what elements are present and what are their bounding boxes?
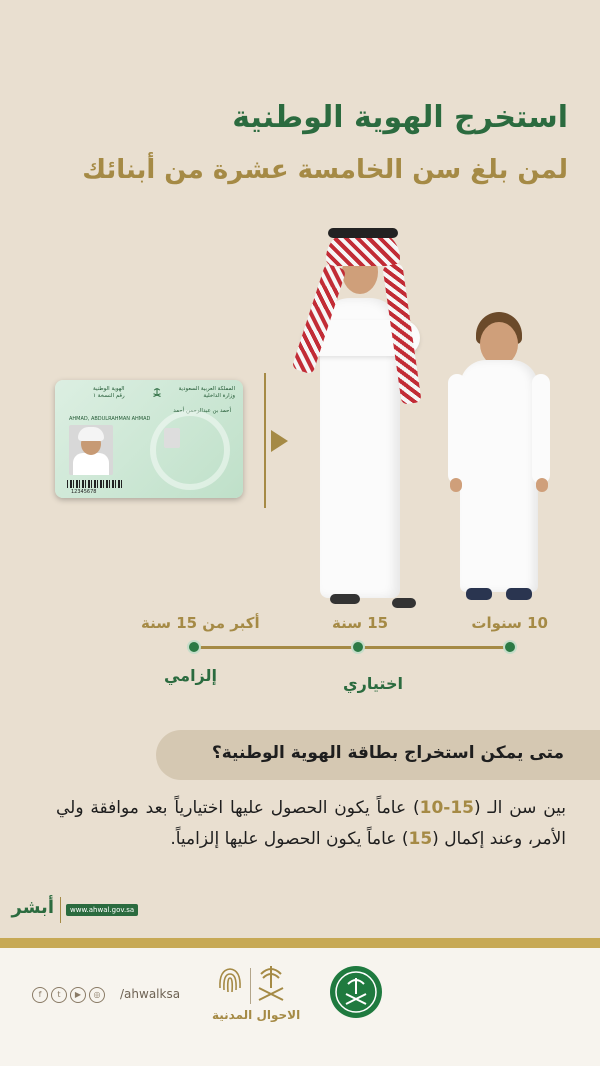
- card-barcode: [67, 480, 122, 488]
- youtube-icon[interactable]: ▶: [70, 987, 86, 1003]
- card-type: الهوية الوطنية: [93, 386, 125, 392]
- age-label-10: 10 سنوات: [471, 614, 548, 632]
- child-boy-illustration: [446, 310, 550, 605]
- footer: [0, 948, 600, 1066]
- card-watermark-emblem: [150, 410, 230, 490]
- timeline-dot-15: [351, 640, 365, 654]
- answer-text: بين سن الـ (15-10) عاماً يكون الحصول عليها اختيارياً بعد موافقة ولي الأمر، وعند إكمال (15) عاماً يكون الحصول عليها إلزامياً.: [56, 798, 567, 849]
- page-title: استخرج الهوية الوطنية: [232, 100, 568, 135]
- social-handle[interactable]: /ahwalksa: [120, 987, 181, 1001]
- absher-logo: أبشر: [11, 897, 54, 918]
- instagram-icon[interactable]: ◎: [89, 987, 105, 1003]
- card-issuer: المملكة العربية السعودية: [178, 386, 235, 392]
- card-ministry: وزارة الداخلية: [203, 393, 235, 399]
- page-subtitle: لمن بلغ سن الخامسة عشرة من أبنائك: [82, 155, 568, 185]
- divider: [60, 897, 61, 923]
- card-name-en: AHMAD, ABDULRAHMAN AHMAD: [69, 416, 151, 422]
- national-id-card: [55, 380, 243, 498]
- mandatory-label: إلزامي: [163, 666, 217, 685]
- timeline-dot-10: [503, 640, 517, 654]
- card-photo: [69, 425, 113, 475]
- website-link[interactable]: www.ahwal.gov.sa: [66, 904, 138, 916]
- teen-boy-illustration: [300, 228, 420, 613]
- ahwal-label: الاحوال المدنية: [212, 1008, 301, 1022]
- facebook-icon[interactable]: f: [32, 987, 48, 1003]
- divider: [264, 373, 266, 508]
- card-name-ar: أحمد بن عبدالرحمن أحمد: [173, 408, 231, 414]
- ministry-emblem-icon: [328, 964, 384, 1020]
- card-number: 12345678: [71, 489, 97, 495]
- card-version: رقم النسخة ١: [93, 393, 125, 399]
- age-15-highlight: 15: [408, 829, 433, 849]
- age-label-15: 15 سنة: [332, 614, 389, 632]
- gold-band: [0, 938, 600, 948]
- palm-swords-icon: [150, 386, 164, 400]
- play-arrow-icon: [271, 430, 288, 452]
- palm-swords-icon: [253, 962, 289, 1006]
- question-text: متى يمكن استخراج بطاقة الهوية الوطنية؟: [211, 743, 564, 763]
- fingerprint-icon: [216, 964, 244, 998]
- optional-label: اختياري: [343, 674, 403, 693]
- divider: [250, 968, 251, 1004]
- age-range-highlight: 15-10: [419, 798, 475, 818]
- age-label-over-15: أكبر من 15 سنة: [141, 614, 260, 632]
- timeline-dot-over-15: [187, 640, 201, 654]
- card-small-photo: [164, 428, 180, 448]
- twitter-icon[interactable]: t: [51, 987, 67, 1003]
